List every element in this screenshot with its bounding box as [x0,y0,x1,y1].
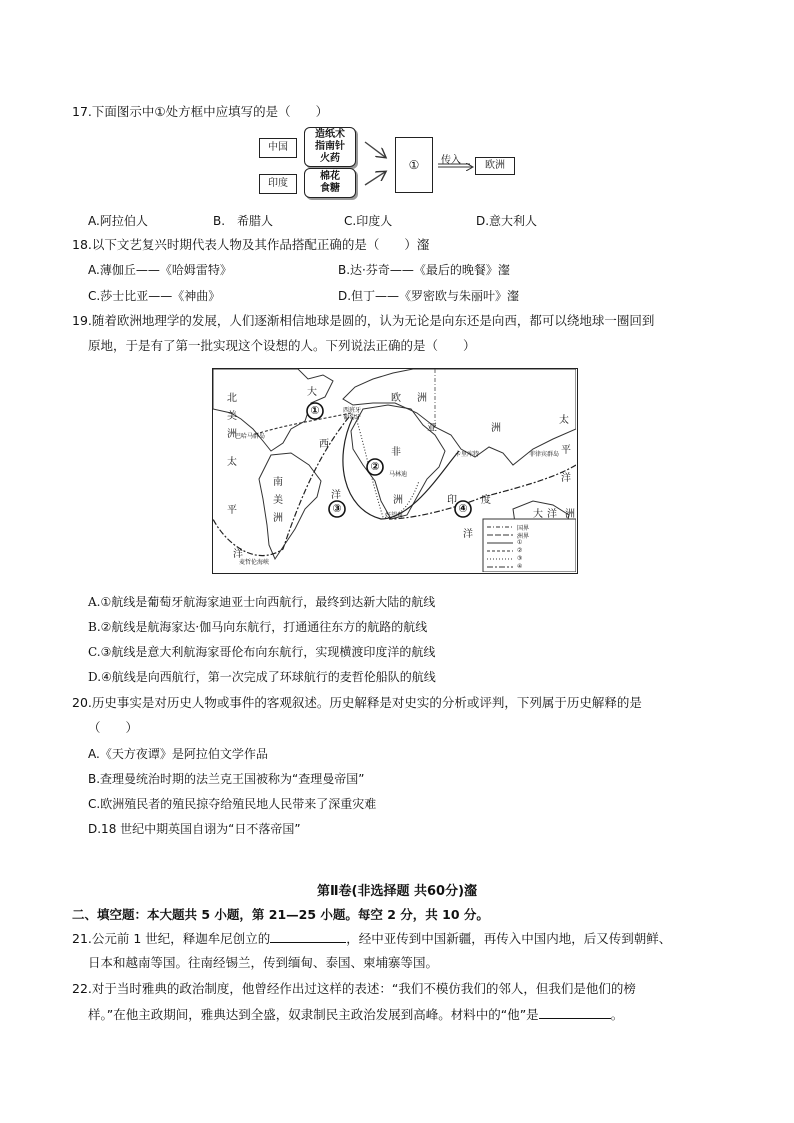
q19-option-a: A.①航线是葡萄牙航海家迪亚士向西航行，最终到达新大陆的航线 [88,595,436,609]
map-label: 太 [559,415,569,426]
q18-option-b: B.达·芬奇——《最后的晚餐》瀣 [338,263,510,277]
map-label: 北 [227,393,237,404]
q22-text-b: 。 [610,1007,624,1022]
q17-option-a: A.阿拉伯人 [88,214,148,228]
route-map [212,368,578,574]
map-label: 洲 [417,393,427,404]
marker-4-label: ④ [458,502,468,515]
q18-option-d: D.但丁——《罗密欧与朱丽叶》瀣 [338,289,520,303]
map-label: 洋 [331,490,341,501]
legend-label: ③ [517,555,523,562]
q20-option-d: D.18 世纪中期英国自诩为“日不落帝国” [88,822,301,836]
q22-line2 [88,1006,623,1023]
marker-3-label: ③ [332,502,342,515]
legend-label: 洲界 [517,533,530,540]
q22-line1: 22.对于当时雅典的政治制度，他曾经作出过这样的表述：“我们不模仿我们的邻人，但我们是他们的榜 [72,981,636,996]
map-label: 洲 [565,509,575,520]
place-label: 巴哈马群岛 [235,433,266,440]
europe-box: 欧洲 [475,157,515,175]
legend-label: ① [517,539,523,546]
q19-option-c: C.③航线是意大利航海家哥伦布向东航行，实现横渡印度洋的航线 [88,645,436,659]
q22-text-a: 样。”在他主政期间，雅典达到全盛，奴隶制民主政治发展到高峰。材料中的“他”是 [88,1007,539,1022]
map-label: 大 [533,509,543,520]
marker-2-label: ② [370,460,380,473]
legend-label: 国界 [517,525,530,532]
map-label: 洲 [273,513,283,524]
diagram-arrows [250,120,530,210]
q20-stem-line1: 20.历史事实是对历史人物或事件的客观叙述。历史解释是对史实的分析或评判，下列属于历史解释的是 [72,695,642,710]
q19-option-d: D.④航线是向西航行，第一次完成了环球航行的麦哲伦船队的航线 [88,670,436,684]
q19-option-b: B.②航线是航海家达·伽马向东航行，打通通往东方的航路的航线 [88,620,428,634]
map-label: 洋 [547,509,557,520]
map-label: 非 [391,447,401,458]
arrow-china [365,142,385,157]
q17-option-b: B. 希腊人 [213,214,274,228]
map-label: 印 [447,495,457,506]
part2-title: 第Ⅱ卷(非选择题 共60分)瀣 [316,884,478,899]
map-label: 南 [273,477,283,488]
q20-option-b: B.查理曼统治时期的法兰克王国被称为“查理曼帝国” [88,772,365,786]
place-label: 好望角 [385,512,404,519]
q20-option-c: C.欧洲殖民者的殖民掠夺给殖民地人民带来了深重灾难 [88,797,377,811]
map-label: 太 [227,457,237,468]
map-label: 洋 [463,529,473,540]
india-items-box: 棉花 食糖 [304,168,356,198]
arrow-label: 传入 [441,155,461,166]
place-label: 葡萄牙 [343,414,362,421]
q18-option-a: A.薄伽丘——《哈姆雷特》 [88,263,232,277]
map-label: 欧 [391,393,401,404]
map-label: 平 [561,445,571,456]
q18-option-c: C.莎士比亚——《神曲》 [88,289,221,303]
china-items-box: 造纸术 指南针 火药 [304,127,356,167]
map-label: 大 [307,387,317,398]
place-label: 卡里库特 [455,451,480,458]
place-label: 麦哲伦海峡 [239,559,270,566]
map-label: 度 [481,495,491,506]
q17-option-d: D.意大利人 [476,214,538,228]
center-box: ① [395,137,433,193]
q22-answer-blank[interactable] [539,1006,611,1019]
q20-stem-line2: （ ） [88,720,139,735]
map-label: 洲 [227,429,237,440]
q21-text-b: ，经中亚传到中国新疆，再传入中国内地，后又传到朝鲜、 [346,931,672,946]
section-heading: 二、填空题：本大题共 5 小题，第 21—25 小题。每空 2 分，共 10 分。 [72,907,489,922]
q21-line1 [72,930,671,947]
q19-stem-line1: 19.随着欧洲地理学的发展，人们逐渐相信地球是圆的，认为无论是向东还是向西，都可以绕地球一圈回到 [72,313,655,328]
legend-label: ④ [517,563,523,570]
q17-option-c: C.印度人 [344,214,393,228]
map-label: 美 [273,495,283,506]
map-label: 洋 [233,549,243,560]
map-label: 平 [227,505,237,516]
map-label: 洲 [393,495,403,506]
q17-stem: 17.下面图示中①处方框中应填写的是（ ） [72,104,329,119]
map-label: 洲 [491,423,501,434]
map-label: 西 [319,439,329,450]
china-box: 中国 [259,138,297,158]
map-label: 美 [227,411,237,422]
place-label: 西班牙 [343,407,362,414]
marker-1-label: ① [310,404,320,417]
map-label: 洋 [561,473,571,484]
place-label: 菲律宾群岛 [529,451,560,458]
q19-stem-line2: 原地，于是有了第一批实现这个设想的人。下列说法正确的是（ ） [88,338,476,353]
q21-text-a: 21.公元前 1 世纪，释迦牟尼创立的 [72,931,271,946]
south-america-shape [259,453,321,559]
map-label: 亚 [427,423,437,434]
india-box: 印度 [259,174,297,194]
arrow-india [365,172,385,185]
route-1 [253,413,351,435]
q20-option-a: A.《天方夜谭》是阿拉伯文学作品 [88,747,268,761]
q21-answer-blank[interactable] [270,930,346,943]
legend-label: ② [517,547,523,554]
q21-line2: 日本和越南等国。往南经锡兰，传到缅甸、泰国、柬埔寨等国。 [88,955,439,970]
q18-stem: 18.以下文艺复兴时期代表人物及其作品搭配正确的是（ ）瀣 [72,237,430,252]
place-label: 马林迪 [389,471,408,478]
